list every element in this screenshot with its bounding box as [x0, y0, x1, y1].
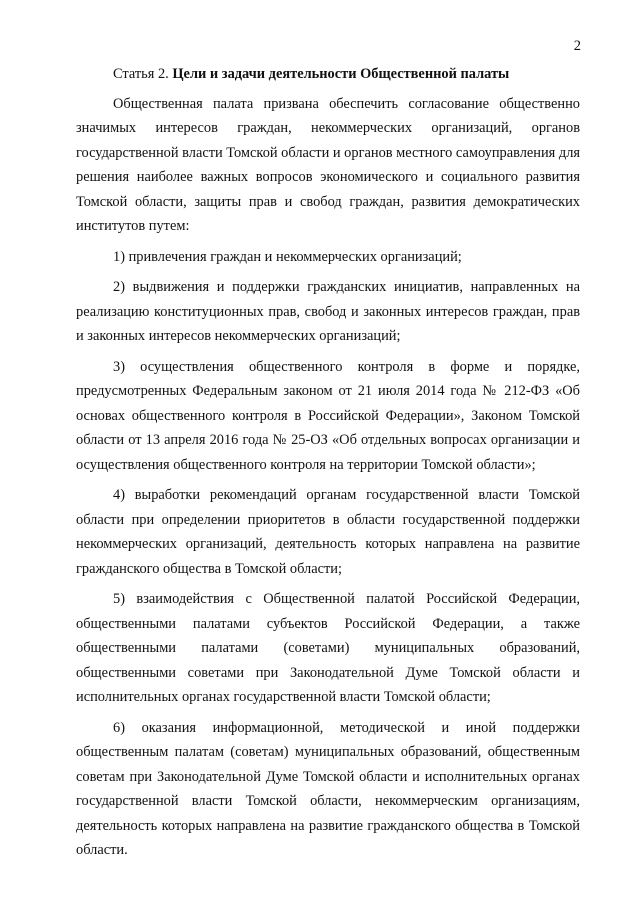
article-title: Цели и задачи деятельности Общественной палаты [172, 66, 510, 82]
list-item-1: 1) привлечения граждан и некоммерческих организаций; [113, 248, 462, 265]
article-prefix: Статья 2. [113, 66, 173, 82]
page-number: 2 [573, 38, 581, 54]
list-item-3: 3) осуществления общественного контроля в форме и порядке, предусмотренных Федеральным законом от 21 июля 2014 года № 212-ФЗ «Об основах общественного контроля в Российской Федерации», Законом Томской области от 13 апреля 2016 года № 25-ОЗ «Об отдельных вопросах организации и осуществления общественного контроля на территории Томской области»; [76, 358, 580, 473]
list-item-6: 6) оказания информационной, методической и иной поддержки общественным палатам (советам) муниципальных образований, общественным советам при Законодательной Думе Томской области и исполнительных органах государственной власти Томской области, некоммерческим организациям, деятельность которых направлена на развитие гражданского общества в Томской области. [76, 719, 580, 858]
list-item-4: 4) выработки рекомендаций органам государственной власти Томской области при определении приоритетов в области государственной поддержки некоммерческих организаций, деятельность которых направлена на развитие гражданского общества в Томской области; [76, 487, 580, 577]
intro-paragraph: Общественная палата призвана обеспечить согласование общественно значимых интересов граждан, некоммерческих организаций, органов государственной власти Томской области и органов местного самоуправления для решения наиболее важных вопросов экономического и социального развития Томской области, защиты прав и свобод граждан, развития демократических институтов путем: [76, 95, 581, 234]
list-item-5: 5) взаимодействия с Общественной палатой Российской Федерации, общественными палатами субъектов Российской Федерации, а также общественными палатами (советами) муниципальных образований, общественными советами при Законодательной Думе Томской области и исполнительных органах государственной власти Томской области; [76, 591, 580, 705]
document-body [76, 62, 580, 863]
list-item-2: 2) выдвижения и поддержки гражданских инициатив, направленных на реализацию конституционных прав, свобод и законных интересов граждан, прав и законных интересов некоммерческих организаций; [76, 279, 580, 344]
article-heading [76, 62, 580, 87]
